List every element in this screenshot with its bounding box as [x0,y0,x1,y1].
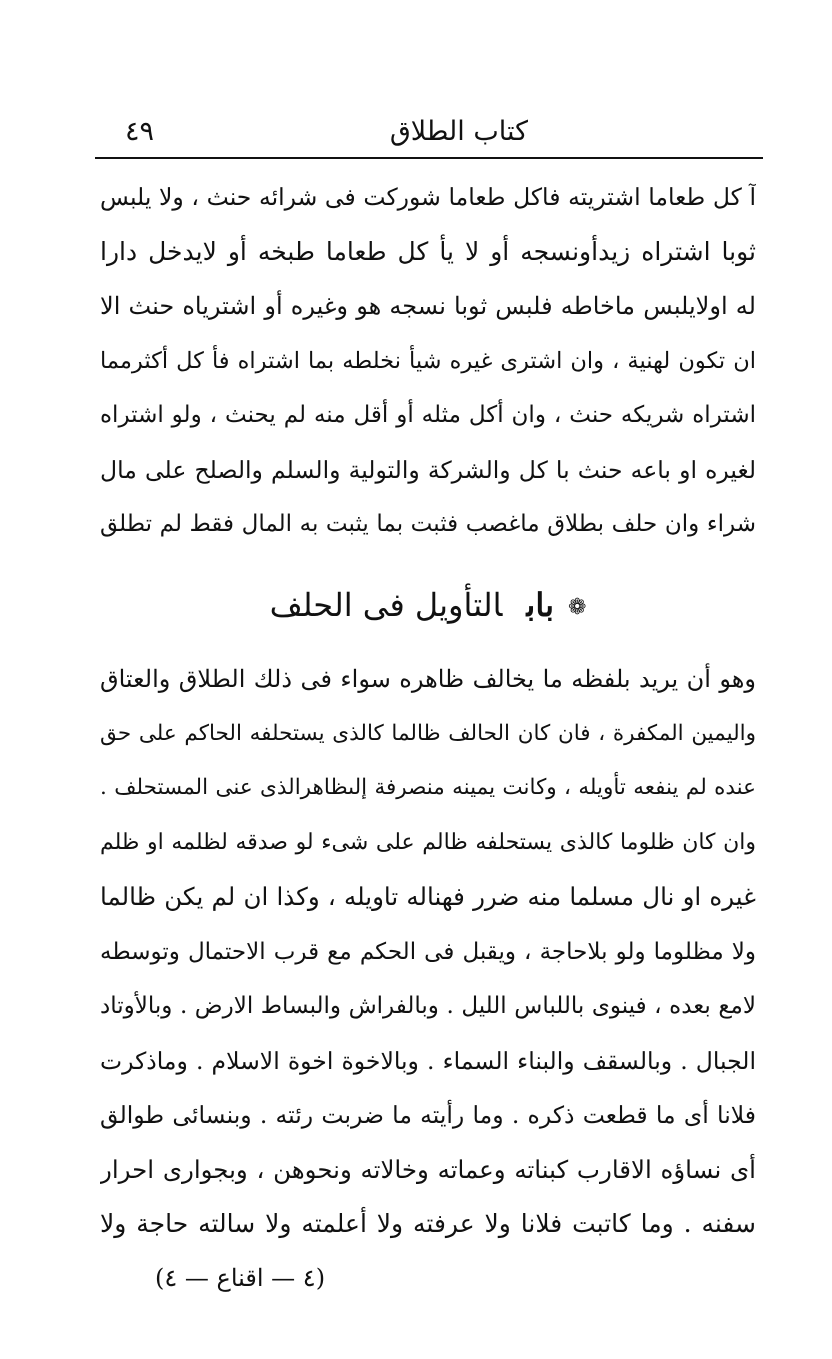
signature-mark: (٤ — اقناع — ٤) [155,1264,326,1292]
ornament-star-icon: ❁ [567,594,587,620]
text-line: غيره او نال مسلما منه ضرر فهناله تاويله ، وكذا ان لم يكن ظالما [100,882,756,911]
paragraph-2 [100,652,756,1252]
text-line: واليمين المكفرة ، فان كان الحالف ظالما كالذى يستحلفه الحاكم على حق [100,720,756,746]
header-rule [95,157,763,159]
text-line: ثوبا اشتراه زيدأونسجه أو لا يأ كل طعاما طبخه أو لايدخل دارا [100,236,756,266]
text-line: وان كان ظلوما كالذى يستحلفه ظالم على شىء لو صدقه لظلمه او ظلم [100,829,756,855]
text-line: اشتراه شريكه حنث ، وان أكل مثله أو أقل منه لم يحنث ، ولو اشتراه [100,402,756,428]
text-line: آ كل طعاما اشتريته فاكل طعاما شوركت فى شرائه حنث ، ولا يلبس [100,183,756,211]
text-line: فلانا أى ما قطعت ذكره . وما رأيته ما ضربت رئته . وبنسائى طوالق [100,1101,756,1129]
chapter-label: باب [526,586,554,624]
page-header [95,110,763,158]
paragraph-1 [100,170,756,552]
chapter-heading [100,575,756,635]
running-title: كتاب الطلاق [389,116,528,147]
text-line: شراء وان حلف بطلاق ماغصب فثبت بما يثبت به المال فقط لم تطلق [100,511,756,537]
text-line: الجبال . وبالسقف والبناء السماء . وبالاخوة اخوة الاسلام . وماذكرت [100,1046,756,1075]
text-line: وهو أن يريد بلفظه ما يخالف ظاهره سواء فى ذلك الطلاق والعتاق [100,665,756,693]
text-line: عنده لم ينفعه تأويله ، وكانت يمينه منصرفة إلىظاهرالذى عنى المستحلف . [100,775,756,800]
text-line: لغيره او باعه حنث با كل والشركة والتولية والسلم والصلح على مال [100,455,756,484]
text-line: سفنه . وما كاتبت فلانا ولا عرفته ولا أعلمته ولا سالته حاجة ولا [100,1209,756,1238]
chapter-title: التأويل فى الحلف [269,586,503,624]
text-line: له اولايلبس ماخاطه فلبس ثوبا نسجه هو وغيره أو اشترياه حنث الا [100,292,756,320]
text-line: لامع بعده ، فينوى باللباس الليل . وبالفراش والبساط الارض . وبالأوتاد [100,993,756,1019]
text-line: ولا مظلوما ولو بلاحاجة ، ويقبل فى الحكم مع قرب الاحتمال وتوسطه [100,938,756,965]
text-line: أى نساؤه الاقارب كبناته وعماته وخالاته ونحوهن ، وبجوارى احرار [100,1154,756,1184]
page-number: ٤٩ [125,116,155,147]
text-line: ان تكون لهنية ، وان اشترى غيره شيأ نخلطه بما اشتراه فأ كل أكثرمما [100,347,756,374]
